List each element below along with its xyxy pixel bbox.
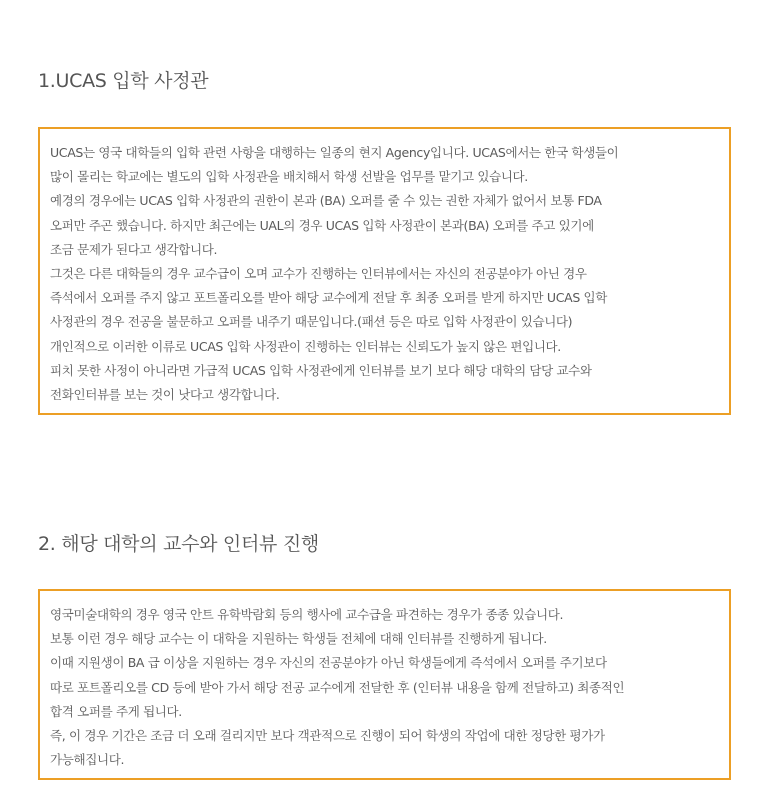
note-line: 개인적으로 이러한 이류로 UCAS 입학 사정관이 진행하는 인터뷰는 신뢰도가 높지 않은 편입니다. <box>50 338 561 354</box>
note-line: 오퍼만 주곤 했습니다. 하지만 최근에는 UAL의 경우 UCAS 입학 사정관이 본과(BA) 오퍼를 주고 있기에 <box>50 217 594 233</box>
note-line: 많이 몰리는 학교에는 별도의 입학 사정관을 배치해서 학생 선발을 업무를 맡기고 있습니다. <box>50 169 528 185</box>
note-line: 전화인터뷰를 보는 것이 낫다고 생각합니다. <box>50 387 280 403</box>
section-title-professor-interview: 2. 해당 대학의 교수와 인터뷰 진행 <box>38 533 319 555</box>
note-line: 가능해집니다. <box>50 752 125 768</box>
note-line: UCAS는 영국 대학들의 입학 관련 사항을 대행하는 일종의 현지 Agency입니다. UCAS에서는 한국 학생들이 <box>50 145 619 160</box>
note-line: 즉석에서 오퍼를 주지 않고 포트폴리오를 받아 해당 교수에게 전달 후 최종 오퍼를 받게 하지만 UCAS 입학 <box>50 290 608 306</box>
note-line: 피치 못한 사정이 아니라면 가급적 UCAS 입학 사정관에게 인터뷰를 보기 보다 해당 대학의 담당 교수와 <box>50 362 592 378</box>
note-line: 합격 오퍼를 주게 됩니다. <box>50 703 182 719</box>
note-line: 이때 지원생이 BA 급 이상을 지원하는 경우 자신의 전공분야가 아닌 학생들에게 즉석에서 오퍼를 주기보다 <box>50 655 607 671</box>
note-line: 그것은 다른 대학들의 경우 교수급이 오며 교수가 진행하는 인터뷰에서는 자신의 전공분야가 아닌 경우 <box>50 266 587 282</box>
note-line: 따로 포트폴리오를 CD 등에 받아 가서 해당 전공 교수에게 전달한 후 (인터뷰 내용을 함께 전달하고) 최종적인 <box>50 679 625 695</box>
section-title-ucas-admissions: 1.UCAS 입학 사정관 <box>38 70 209 92</box>
note-line: 사정관의 경우 전공을 불문하고 오퍼를 내주기 때문입니다.(패션 등은 따로 입학 사정관이 있습니다) <box>50 314 573 330</box>
note-line: 예경의 경우에는 UCAS 입학 사정관의 권한이 본과 (BA) 오퍼를 줄 수 있는 권한 자체가 없어서 보통 FDA <box>50 193 602 209</box>
ucas-admissions-note-box <box>38 127 731 415</box>
note-line: 영국미술대학의 경우 영국 안트 유학박람회 등의 행사에 교수급을 파견하는 경우가 종종 있습니다. <box>50 607 564 622</box>
professor-interview-note-box <box>38 589 731 780</box>
note-line: 즉, 이 경우 기간은 조금 더 오래 걸리지만 보다 객관적으로 진행이 되어 학생의 작업에 대한 정당한 평가가 <box>50 728 605 744</box>
note-line: 보통 이런 경우 해당 교수는 이 대학을 지원하는 학생들 전체에 대해 인터뷰를 진행하게 됩니다. <box>50 631 547 647</box>
note-line: 조금 문제가 된다고 생각합니다. <box>50 241 218 257</box>
